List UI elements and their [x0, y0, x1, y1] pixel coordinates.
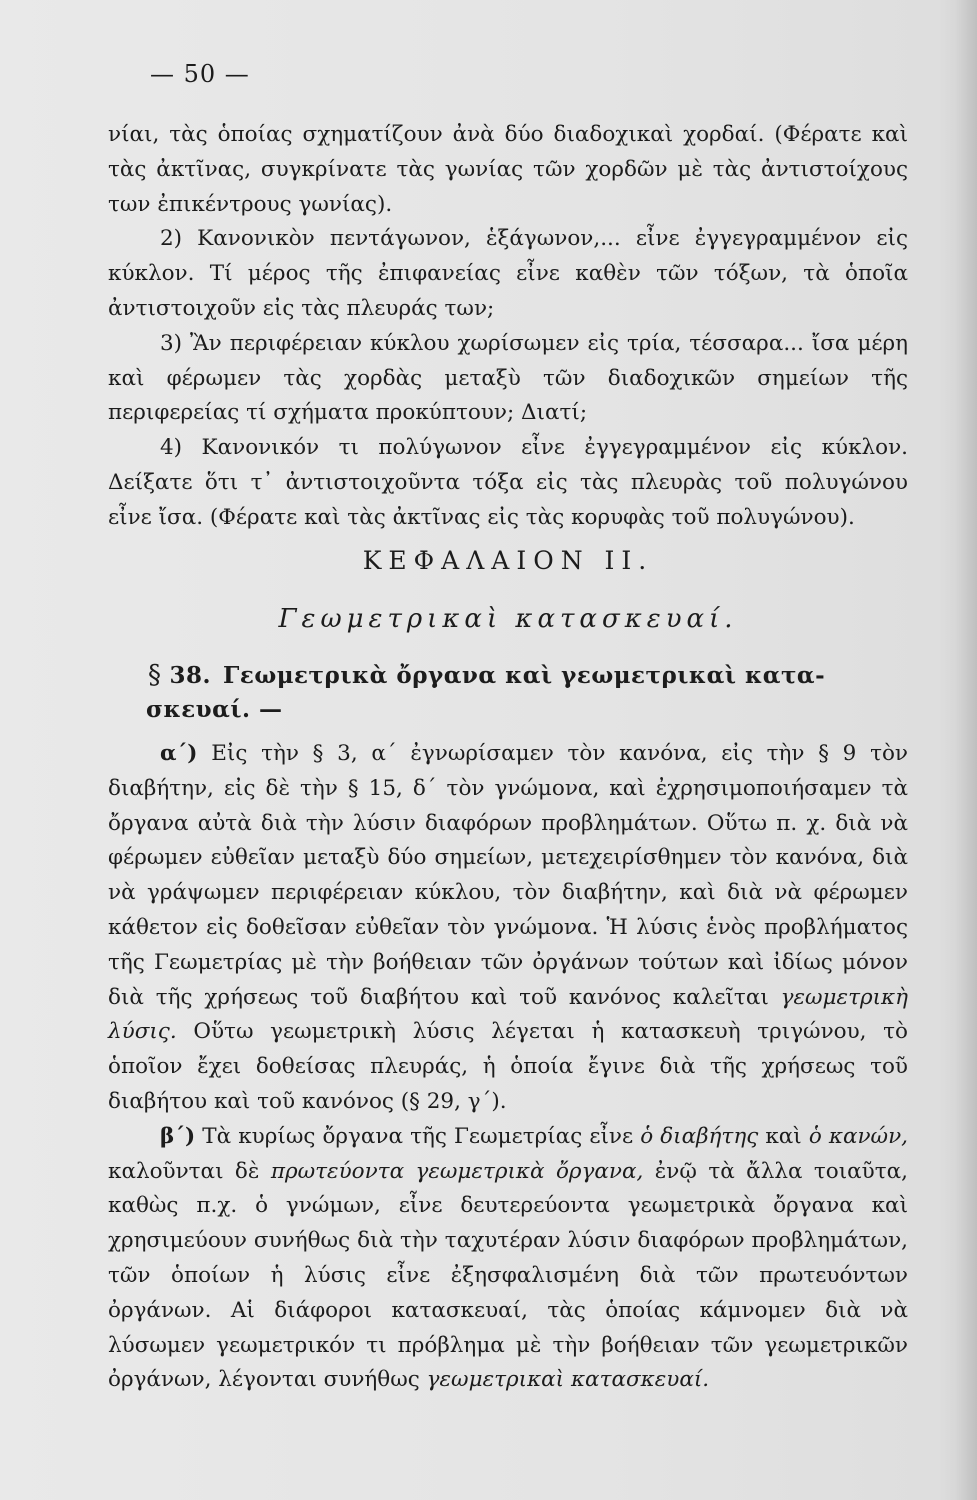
section-symbol: § — [148, 660, 162, 690]
page-edge-shadow — [955, 0, 977, 1500]
section-body — [108, 737, 908, 1398]
page-number: — 50 — — [150, 60, 250, 88]
paragraph-b-italic-1: ὁ διαβήτης — [640, 1123, 759, 1149]
paragraph-b-italic-3: πρωτεύοντα γεωμετρικὰ ὄργανα, — [270, 1158, 644, 1184]
paragraph-b-text-3: καλοῦνται δὲ — [108, 1158, 260, 1184]
exercise-continuation: νίαι, τὰς ὁποίας σχηματίζουν ἀνὰ δύο διαδοχικαὶ χορδαί. (Φέρατε καὶ τὰς ἀκτῖνας, συγκρίνατε τὰς γωνίας τῶν χορδῶν μὲ τὰς ἀντιστοίχους των ἐπικέντρους γωνίας). — [108, 122, 908, 217]
paragraph-b-italic-2: ὁ κανών, — [808, 1123, 908, 1149]
exercise-2: 2) Κανονικὸν πεντάγωνον, ἑξάγωνον,... εἶνε ἐγγεγραμμένον εἰς κύκλον. Τί μέρος τῆς ἐπιφανείας εἶνε καθὲν τῶν τόξων, τὰ ὁποῖα ἀντιστοιχοῦν εἰς τὰς πλευράς των; — [108, 226, 908, 321]
chapter-subtitle: Γεωμετρικαὶ κατασκευαί. — [278, 604, 738, 634]
paragraph-a-text-1: Εἰς τὴν § 3, α΄ ἐγνωρίσαμεν τὸν κανόνα, εἰς τὴν § 9 τὸν διαβήτην, εἰς δὲ τὴν § 15, δ΄ τὸν γνώμονα, καὶ ἐχρησιμοποιήσαμεν τὰ ὄργανα αὐτὰ διὰ τὴν λύσιν διαφόρων προβλημάτων. Οὕτω π. χ. διὰ νὰ φέρωμεν εὐθεῖαν μεταξὺ δύο σημείων, μετεχειρίσθημεν τὸν κανόνα, διὰ νὰ γράψωμεν περιφέρειαν κύκλου, τὸν διαβήτην, καὶ διὰ νὰ φέρωμεν κάθετον εἰς δοθεῖσαν εὐθεῖαν τὸν γνώμονα. Ἡ λύσις ἑνὸς προβλήματος τῆς Γεωμετρίας μὲ τὴν βοήθειαν τῶν ὀργάνων τούτων καὶ ἰδίως μόνον διὰ τῆς χρήσεως τοῦ διαβήτου καὶ τοῦ κανόνος καλεῖται — [108, 741, 908, 1010]
paragraph-a-italic-1: γεωμετρικὴ λύσις. — [108, 984, 909, 1045]
section-number: 38. — [169, 662, 212, 689]
chapter-title: ΚΕΦΑΛΑΙΟΝ ΙΙ. — [362, 546, 654, 575]
paragraph-b-italic-4: γεωμετρικαὶ κατασκευαί. — [426, 1367, 710, 1393]
paragraph-a-text-2: Οὕτω γεωμετρικὴ λύσις λέγεται ἡ κατασκευὴ τριγώνου, τὸ ὁποῖον ἔχει δοθείσας πλευράς, ἡ ὁποία ἔγινε διὰ τῆς χρήσεως τοῦ διαβήτου καὶ τοῦ κανόνος (§ 29, γ΄). — [108, 1019, 909, 1114]
exercise-block — [108, 118, 908, 536]
paragraph-a — [108, 737, 908, 1120]
paragraph-b-text-1: Τὰ κυρίως ὄργανα τῆς Γεωμετρίας εἶνε — [202, 1123, 634, 1149]
exercise-3: 3) Ἂν περιφέρειαν κύκλου χωρίσωμεν εἰς τρία, τέσσαρα... ἴσα μέρη καὶ φέρωμεν τὰς χορδὰς μεταξὺ τῶν διαδοχικῶν σημείων τῆς περιφερείας τί σχήματα προκύπτουν; Διατί; — [108, 330, 908, 426]
exercise-4: 4) Κανονικόν τι πολύγωνον εἶνε ἐγγεγραμμένον εἰς κύκλον. Δείξατε ὅτι τ᾽ ἀντιστοιχοῦντα τόξα εἰς τὰς πλευρὰς τοῦ πολυγώνου εἶνε ἴσα. (Φέρατε καὶ τὰς ἀκτῖνας εἰς τὰς κορυφὰς τοῦ πολυγώνου). — [108, 435, 908, 530]
section-title-line1: Γεωμετρικὰ ὄργανα καὶ γεωμετρικαὶ κατα- — [223, 662, 826, 689]
paragraph-b-text-2: καὶ — [765, 1123, 802, 1149]
section-title-line2: σκευαί. — — [146, 696, 283, 723]
paragraph-b-text-4: ἐνῷ τὰ ἄλλα τοιαῦτα, καθὼς π.χ. ὁ γνώμων, εἶνε δευτερεύοντα γεωμετρικὰ ὄργανα καὶ χρησιμεύουν συνήθως διὰ τὴν ταχυτέραν λύσιν διαφόρων προβλημάτων, τῶν ὁποίων ἡ λύσις εἶνε ἐξησφαλισμένη διὰ τῶν πρωτευόντων ὀργάνων. Αἱ διάφοροι κατασκευαί, τὰς ὁποίας κάμνομεν διὰ νὰ λύσωμεν γεωμετρικόν τι πρόβλημα μὲ τὴν βοήθειαν τῶν γεωμετρικῶν ὀργάνων, λέγονται συνήθως — [108, 1158, 908, 1393]
paragraph-a-marker: α΄) — [160, 741, 198, 766]
paragraph-b-marker: β΄) — [160, 1123, 196, 1149]
section-heading — [148, 658, 908, 727]
paragraph-b — [108, 1120, 908, 1398]
